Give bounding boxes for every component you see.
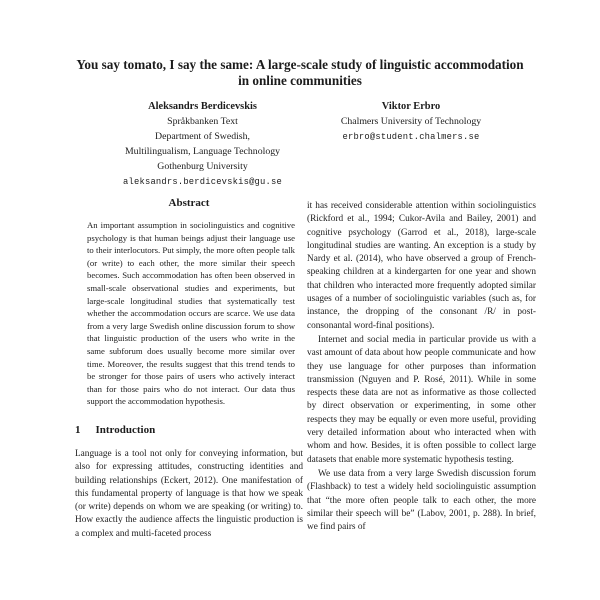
author-affiliation-line: Chalmers University of Technology xyxy=(340,116,482,127)
author-block-erbro xyxy=(305,99,517,145)
paragraph: We use data from a very large Swedish discussion forum (Flashback) to test a widely held sociolinguistic assumption that “the more often people talk to each other, the more similar their speech will be” (Labov, 2001, p. 288). In brief, we find pairs of xyxy=(307,468,536,533)
right-column xyxy=(307,200,536,534)
author-block-berdicevskis xyxy=(75,99,330,190)
page-title: You say tomato, I say the same: A large-scale study of linguistic accommodation in online communities xyxy=(76,57,524,88)
author-affiliation-line: Multilingualism, Language Technology xyxy=(124,146,281,157)
paragraph: Language is a tool not only for conveying information, but also for expressing attitudes, constructing identities and building relationships (Eckert, 2012). One manifestation of this fundamental property of language is that how we speak (or write) depends on whom we are speaking (or writing) to. How exactly the audience affects the linguistic production is a complex and multi-faceted process xyxy=(75,448,303,539)
author-affiliation-line: Gothenburg University xyxy=(157,161,248,172)
section-title: Introduction xyxy=(95,423,156,436)
author-name: Aleksandrs Berdicevskis xyxy=(148,101,257,112)
abstract-heading: Abstract xyxy=(168,197,210,209)
section-heading-introduction xyxy=(75,424,303,436)
author-email: aleksandrs.berdicevskis@gu.se xyxy=(123,177,282,187)
author-affiliation-line: Språkbanken Text xyxy=(167,116,238,127)
paragraph: it has received considerable attention within sociolinguistics (Rickford et al., 1994; Cukor-Avila and Bailey, 2001) and cognitive psychology (Garrod et al., 2018), large-scale longitudinal studies are wanting. An exception is a study by Nardy et al. (2014), who have observed a group of French-speaking children at a kindergarten for one year and shown that children who interacted more frequently adopted similar usages of a number of sociolinguistic variables (such as, for instance, the dropping of the consonant /R/ in post-consonantal word-final positions). xyxy=(307,201,536,331)
author-affiliation-line: Department of Swedish, xyxy=(155,131,250,142)
abstract-text: An important assumption in sociolinguistics and cognitive psychology is that human beings adjust their language use to their interlocutors. Put simply, the more often people talk (or write) to each other, the more similar their speech becomes. Such accommodation has often been observed in small-scale observational studies and experiments, but large-scale longitudinal studies that systematically test whether the accommodation occurs are scarce. We use data from a very large Swedish online discussion forum to show that linguistic production of the users who write in the same subforum does usually become more similar over time. Moreover, the results suggest that this trend tends to be stronger for those pairs of users who actively interact than for those pairs who do not interact. Our data thus support the accommodation hypothesis. xyxy=(87,220,295,407)
left-column xyxy=(75,197,303,541)
section-number: 1 xyxy=(75,423,81,436)
author-name: Viktor Erbro xyxy=(381,101,441,112)
paragraph: Internet and social media in particular provide us with a vast amount of data about how people communicate and how they use language for other purposes than information transmission (Nguyen and P. Rosé, 2011). While in some respects these data are not as informative as those collected by direct observation or experimenting, in some other respects they may be equally or even more useful, providing very detailed information about who interacted when with whom and how. Besides, it is often possible to collect large datasets that enable more systematic hypothesis testing. xyxy=(307,334,536,465)
author-email: erbro@student.chalmers.se xyxy=(342,132,480,142)
